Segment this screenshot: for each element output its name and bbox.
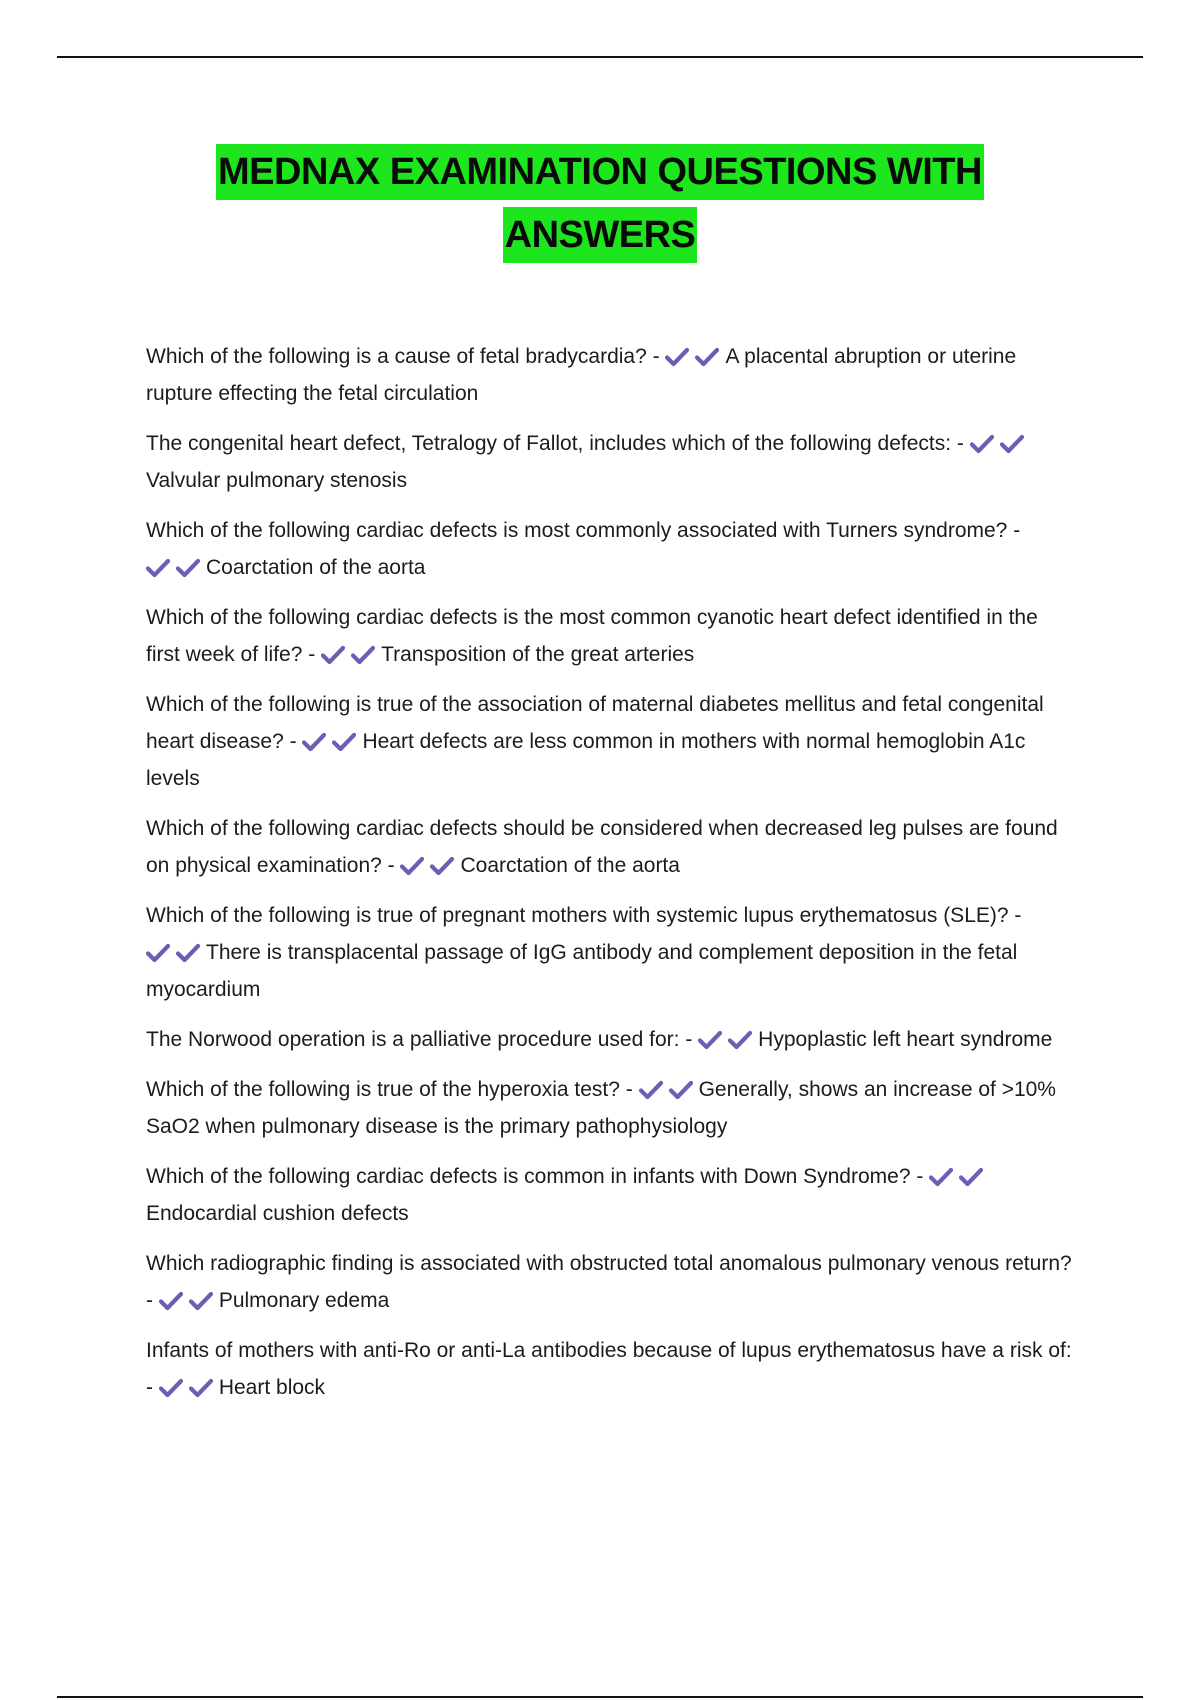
question-text: Which of the following is true of pregnant mothers with systemic lupus erythematosus (SLE)? bbox=[146, 904, 1009, 927]
check-icon bbox=[698, 1030, 722, 1050]
top-rule bbox=[57, 56, 1143, 58]
question-text: Which of the following cardiac defects is most commonly associated with Turners syndrome? bbox=[146, 519, 1008, 542]
qa-item bbox=[146, 1021, 1076, 1058]
separator: - bbox=[951, 432, 970, 455]
check-icon bbox=[400, 856, 424, 876]
separator: - bbox=[679, 1028, 699, 1051]
check-icon bbox=[430, 856, 454, 876]
qa-item bbox=[146, 425, 1076, 499]
qa-item bbox=[146, 1245, 1076, 1319]
question-text: Which of the following is true of the hyperoxia test? bbox=[146, 1078, 620, 1101]
answer-text: Hypoplastic left heart syndrome bbox=[758, 1028, 1053, 1051]
check-marks bbox=[929, 1165, 989, 1188]
check-icon bbox=[351, 645, 375, 665]
answer-text: Coarctation of the aorta bbox=[460, 854, 680, 877]
separator: - bbox=[910, 1165, 930, 1188]
check-marks bbox=[970, 432, 1030, 455]
qa-item bbox=[146, 1332, 1076, 1406]
bottom-rule bbox=[57, 1696, 1143, 1698]
separator: - bbox=[146, 1376, 159, 1399]
check-icon bbox=[639, 1080, 663, 1100]
check-icon bbox=[146, 943, 170, 963]
check-marks bbox=[146, 556, 206, 579]
check-marks bbox=[159, 1376, 219, 1399]
check-marks bbox=[159, 1289, 219, 1312]
separator: - bbox=[381, 854, 401, 877]
check-marks bbox=[321, 643, 381, 666]
check-icon bbox=[189, 1291, 213, 1311]
qa-item bbox=[146, 1071, 1076, 1145]
question-text: Which radiographic finding is associated with obstructed total anomalous pulmonary venous return? bbox=[146, 1252, 1072, 1275]
qa-item bbox=[146, 338, 1076, 412]
question-text: Which of the following cardiac defects is common in infants with Down Syndrome? bbox=[146, 1165, 911, 1188]
qa-list bbox=[146, 338, 1076, 1406]
title-line-2: ANSWERS bbox=[503, 207, 698, 263]
qa-item bbox=[146, 1158, 1076, 1232]
check-icon bbox=[970, 434, 994, 454]
check-icon bbox=[159, 1378, 183, 1398]
question-text: Which of the following is a cause of fetal bradycardia? bbox=[146, 345, 647, 368]
question-text: The Norwood operation is a palliative procedure used for: bbox=[146, 1028, 680, 1051]
check-icon bbox=[302, 732, 326, 752]
answer-text: Transposition of the great arteries bbox=[381, 643, 695, 666]
answer-text: Generally, shows an increase of >10% SaO2 when pulmonary disease is the primary pathophysiology bbox=[146, 1078, 1056, 1138]
check-marks bbox=[400, 854, 460, 877]
check-icon bbox=[665, 347, 689, 367]
answer-text: A placental abruption or uterine rupture effecting the fetal circulation bbox=[146, 345, 1017, 405]
answer-text: Heart block bbox=[218, 1376, 326, 1399]
check-marks bbox=[665, 345, 725, 368]
answer-text: Coarctation of the aorta bbox=[206, 556, 426, 579]
separator: - bbox=[619, 1078, 639, 1101]
separator: - bbox=[283, 730, 303, 753]
question-text: Which of the following cardiac defects should be considered when decreased leg pulses are found on physical examination? bbox=[146, 817, 1058, 877]
answer-text: Endocardial cushion defects bbox=[146, 1202, 409, 1225]
check-icon bbox=[695, 347, 719, 367]
separator: - bbox=[146, 1289, 159, 1312]
check-icon bbox=[929, 1167, 953, 1187]
question-text: Infants of mothers with anti-Ro or anti-La antibodies because of lupus erythematosus have a risk of: bbox=[146, 1339, 1072, 1362]
check-marks bbox=[639, 1078, 699, 1101]
check-icon bbox=[332, 732, 356, 752]
question-text: Which of the following cardiac defects is the most common cyanotic heart defect identified in the first week of life? bbox=[146, 606, 1038, 666]
answer-text: Pulmonary edema bbox=[218, 1289, 390, 1312]
check-icon bbox=[1000, 434, 1024, 454]
answer-text: There is transplacental passage of IgG antibody and complement deposition in the fetal myocardium bbox=[146, 941, 1018, 1001]
check-icon bbox=[159, 1291, 183, 1311]
answer-text: Valvular pulmonary stenosis bbox=[146, 469, 408, 492]
check-icon bbox=[176, 558, 200, 578]
check-icon bbox=[669, 1080, 693, 1100]
qa-item bbox=[146, 810, 1076, 884]
check-icon bbox=[176, 943, 200, 963]
qa-item bbox=[146, 599, 1076, 673]
separator: - bbox=[646, 345, 666, 368]
question-text: The congenital heart defect, Tetralogy of Fallot, includes which of the following defects: bbox=[146, 432, 952, 455]
separator: - bbox=[1007, 519, 1021, 542]
check-marks bbox=[302, 730, 362, 753]
question-text: Which of the following is true of the association of maternal diabetes mellitus and fetal congenital heart disease? bbox=[146, 693, 1044, 753]
qa-item bbox=[146, 897, 1076, 1008]
qa-item bbox=[146, 686, 1076, 797]
separator: - bbox=[1008, 904, 1022, 927]
document-title bbox=[0, 144, 1200, 263]
check-icon bbox=[146, 558, 170, 578]
answer-text: Heart defects are less common in mothers with normal hemoglobin A1c levels bbox=[146, 730, 1026, 790]
check-icon bbox=[321, 645, 345, 665]
check-icon bbox=[728, 1030, 752, 1050]
check-marks bbox=[146, 941, 206, 964]
title-line-1: MEDNAX EXAMINATION QUESTIONS WITH bbox=[216, 144, 984, 200]
check-icon bbox=[959, 1167, 983, 1187]
check-marks bbox=[698, 1028, 758, 1051]
qa-item bbox=[146, 512, 1076, 586]
check-icon bbox=[189, 1378, 213, 1398]
separator: - bbox=[302, 643, 322, 666]
